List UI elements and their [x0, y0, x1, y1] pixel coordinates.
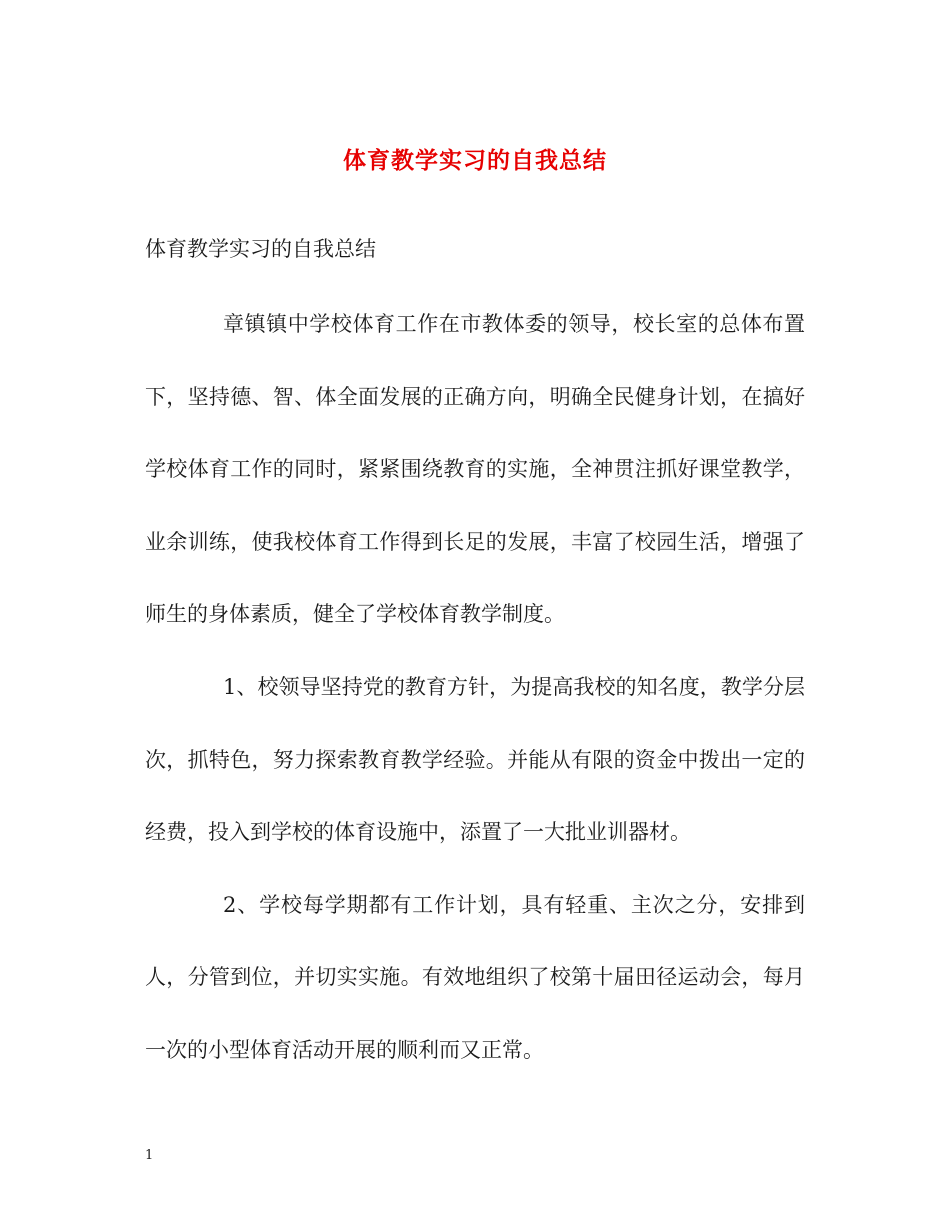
paragraph-item-2: 2、学校每学期都有工作计划，具有轻重、主次之分，安排到人，分管到位，并切实实施。有效地组织了校第十届田径运动会，每月一次的小型体育活动开展的顺利而又正常。 — [145, 892, 805, 1062]
document-subtitle: 体育教学实习的自我总结 — [145, 237, 376, 261]
page-number: 1 — [145, 1148, 154, 1163]
document-title: 体育教学实习的自我总结 — [343, 147, 607, 174]
paragraph-intro: 章镇镇中学校体育工作在市教体委的领导，校长室的总体布置下，坚持德、智、体全面发展的正确方向，明确全民健身计划，在搞好学校体育工作的同时，紧紧围绕教育的实施，全神贯注抓好课堂教学，业余训练，使我校体育工作得到长足的发展，丰富了校园生活，增强了师生的身体素质，健全了学校体育教学制度。 — [145, 312, 805, 627]
paragraph-item-1: 1、校领导坚持党的教育方针，为提高我校的知名度，教学分层次，抓特色，努力探索教育教学经验。并能从有限的资金中拨出一定的经费，投入到学校的体育设施中，添置了一大批业训器材。 — [145, 674, 805, 845]
document-body — [145, 288, 805, 1087]
